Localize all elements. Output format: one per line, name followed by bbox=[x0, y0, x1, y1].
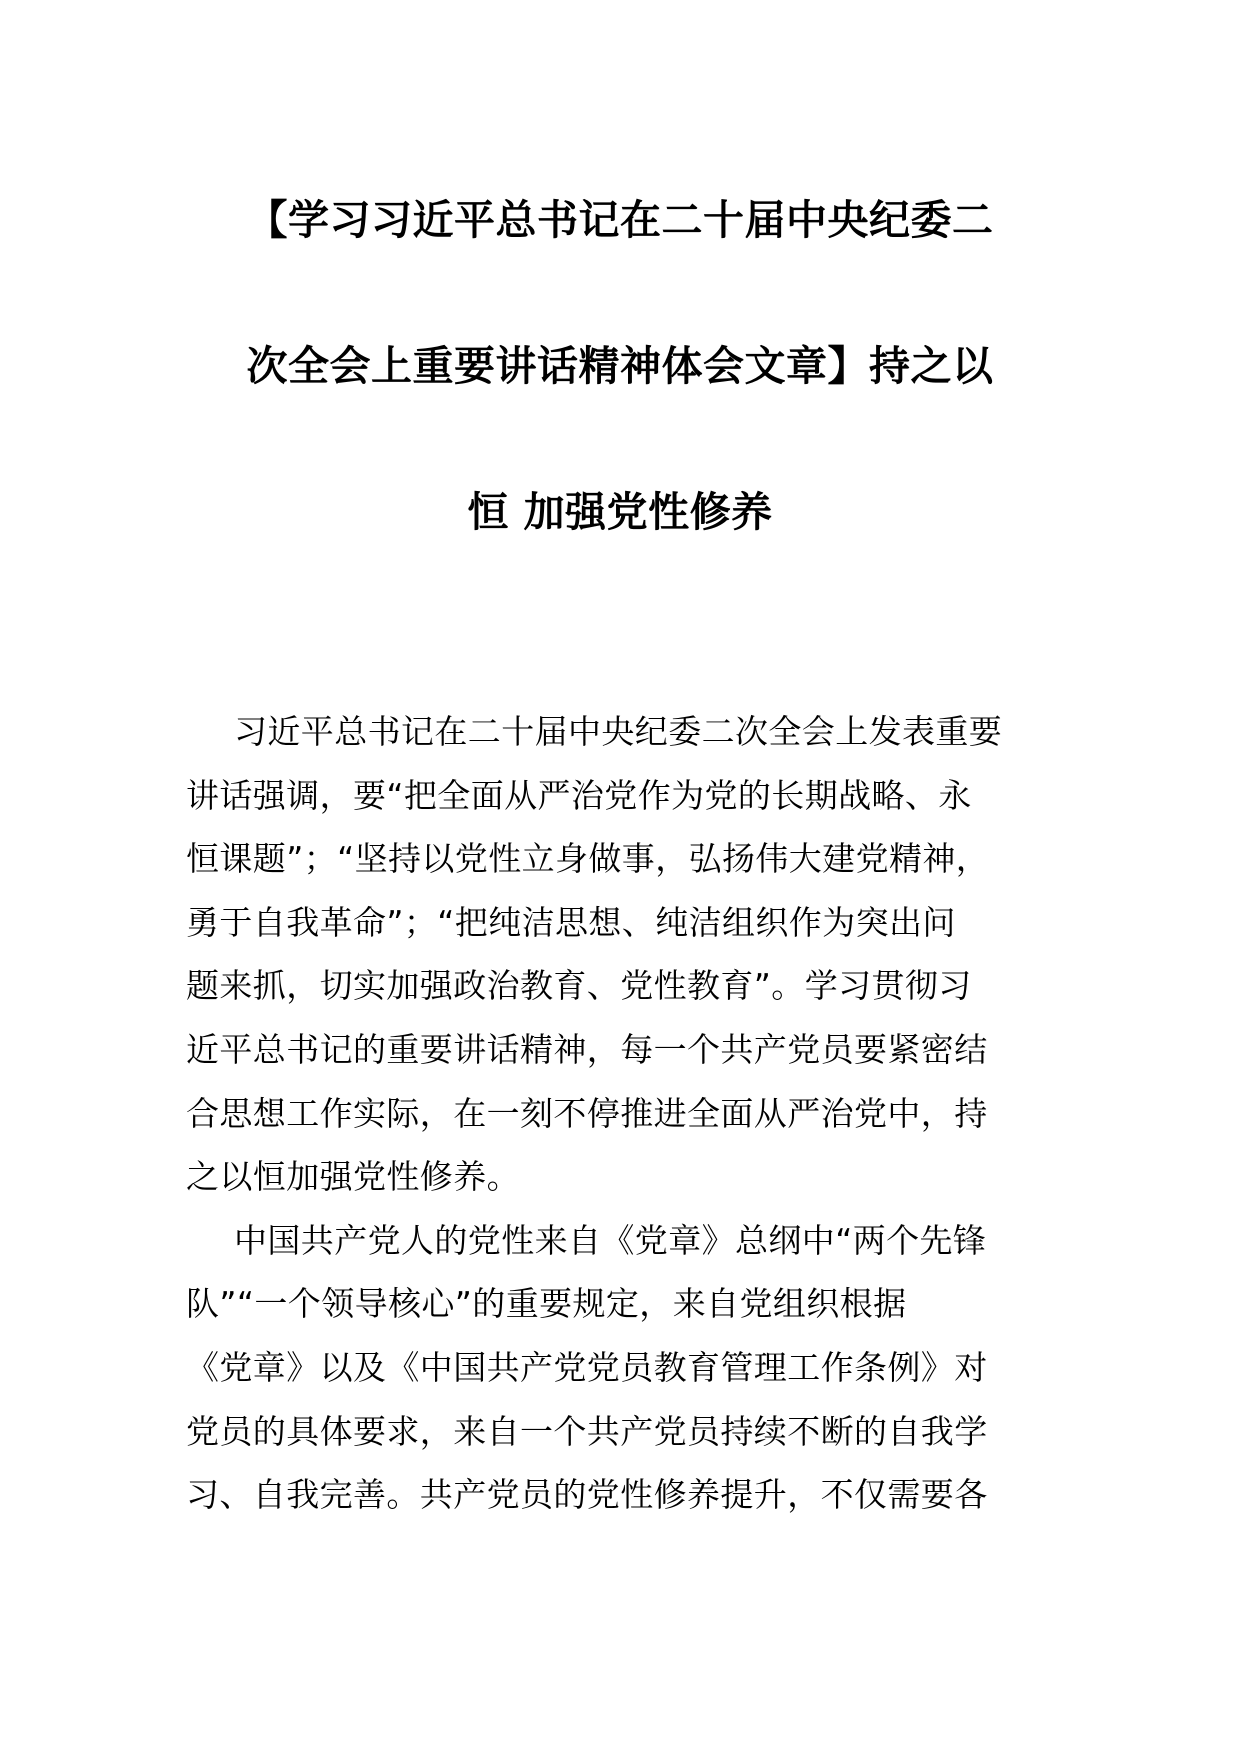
document-body bbox=[186, 700, 1086, 1527]
title-line: 次全会上重要讲话精神体会文章】持之以 bbox=[246, 342, 994, 390]
paragraph-line: 队”“一个领导核心”的重要规定，来自党组织根据 bbox=[186, 1284, 907, 1324]
paragraph-line: 勇于自我革命”；“把纯洁思想、纯洁组织作为突出问 bbox=[186, 902, 956, 942]
paragraph-line: 习、自我完善。共产党员的党性修养提升，不仅需要各 bbox=[186, 1475, 988, 1515]
title-line: 【学习习近平总书记在二十届中央纪委二 bbox=[246, 196, 994, 244]
paragraph-line: 党员的具体要求，来自一个共产党员持续不断的自我学 bbox=[186, 1411, 988, 1451]
paragraph-line: 近平总书记的重要讲话精神，每一个共产党员要紧密结 bbox=[186, 1029, 988, 1069]
paragraph-line: 习近平总书记在二十届中央纪委二次全会上发表重要 bbox=[234, 712, 1003, 751]
title-line: 恒 加强党性修养 bbox=[467, 488, 773, 536]
paragraph-line: 题来抓，切实加强政治教育、党性教育”。学习贯彻习 bbox=[186, 966, 972, 1006]
paragraph-line: 合思想工作实际，在一刻不停推进全面从严治党中，持 bbox=[186, 1093, 988, 1133]
paragraph-line: 恒课题”；“坚持以党性立身做事，弘扬伟大建党精神， bbox=[186, 839, 990, 879]
paragraph-line: 中国共产党人的党性来自《党章》总纲中“两个先锋 bbox=[234, 1220, 987, 1260]
paragraph-line: 讲话强调，要“把全面从严治党作为党的长期战略、永 bbox=[186, 775, 972, 815]
paragraph-line: 《党章》以及《中国共产党党员教育管理工作条例》对 bbox=[186, 1347, 988, 1387]
document-title bbox=[180, 195, 1060, 537]
paragraph-line: 之以恒加强党性修养。 bbox=[186, 1157, 520, 1197]
